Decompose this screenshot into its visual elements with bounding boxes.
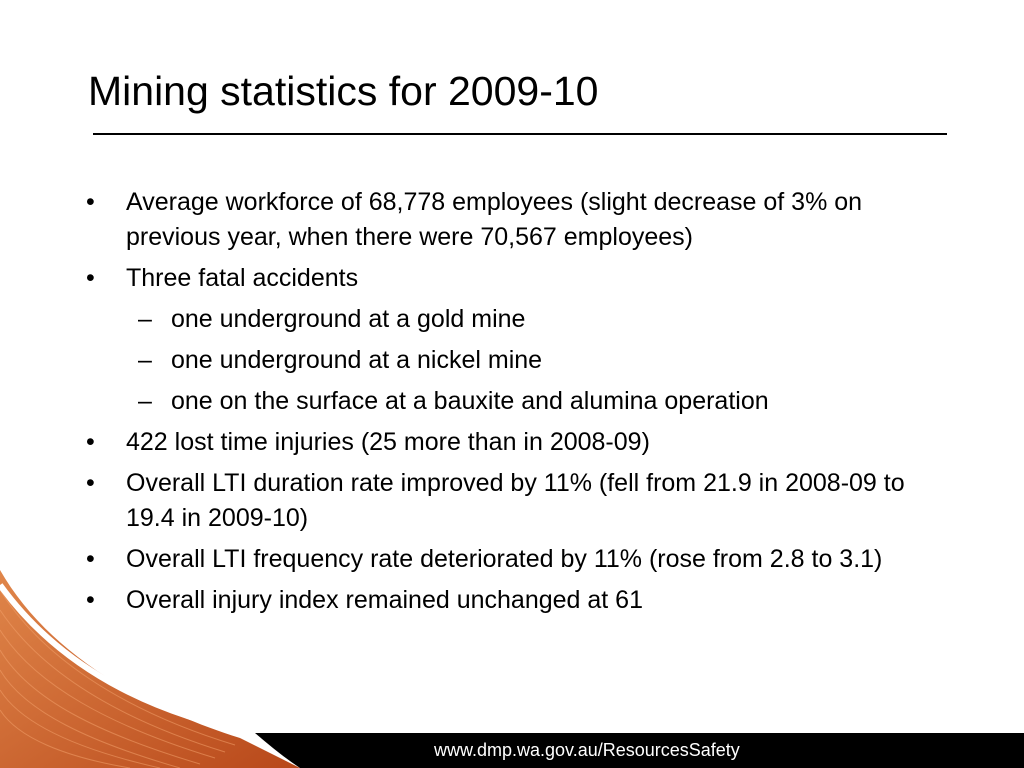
bullet-marker: •: [86, 264, 95, 292]
sub-list-item-text: one on the surface at a bauxite and alumina operation: [171, 387, 769, 415]
list-item: [86, 466, 946, 536]
dash-marker: –: [138, 387, 152, 415]
content-list: [86, 185, 946, 624]
sub-list-item: [86, 384, 946, 419]
dash-marker: –: [138, 346, 152, 374]
list-item-text: Overall LTI frequency rate deteriorated by 11% (rose from 2.8 to 3.1): [126, 545, 883, 573]
list-item: [86, 425, 946, 460]
bullet-marker: •: [86, 188, 95, 216]
bullet-marker: •: [86, 469, 95, 497]
sub-list-item-text: one underground at a nickel mine: [171, 346, 543, 374]
title-divider: [93, 133, 947, 135]
list-item: [86, 185, 946, 255]
list-item-text: 422 lost time injuries (25 more than in 2008-09): [126, 428, 650, 456]
list-item: [86, 542, 946, 577]
dash-marker: –: [138, 305, 152, 333]
list-item-text: Average workforce of 68,778 employees (slight decrease of 3% on previous year, when there were 70,567 employees): [126, 188, 863, 251]
page-title: Mining statistics for 2009-10: [88, 68, 599, 114]
bullet-marker: •: [86, 586, 95, 614]
bullet-marker: •: [86, 428, 95, 456]
sub-list-item: [86, 302, 946, 337]
sub-list-item-text: one underground at a gold mine: [171, 305, 526, 333]
footer-url: www.dmp.wa.gov.au/ResourcesSafety: [434, 740, 740, 760]
sub-list-item: [86, 343, 946, 378]
list-item-text: Overall injury index remained unchanged at 61: [126, 586, 643, 614]
list-item-text: Overall LTI duration rate improved by 11% (fell from 21.9 in 2008-09 to 19.4 in 2009-10): [126, 469, 905, 532]
bullet-marker: •: [86, 545, 95, 573]
list-item: [86, 261, 946, 296]
list-item: [86, 583, 946, 618]
list-item-text: Three fatal accidents: [126, 264, 359, 292]
